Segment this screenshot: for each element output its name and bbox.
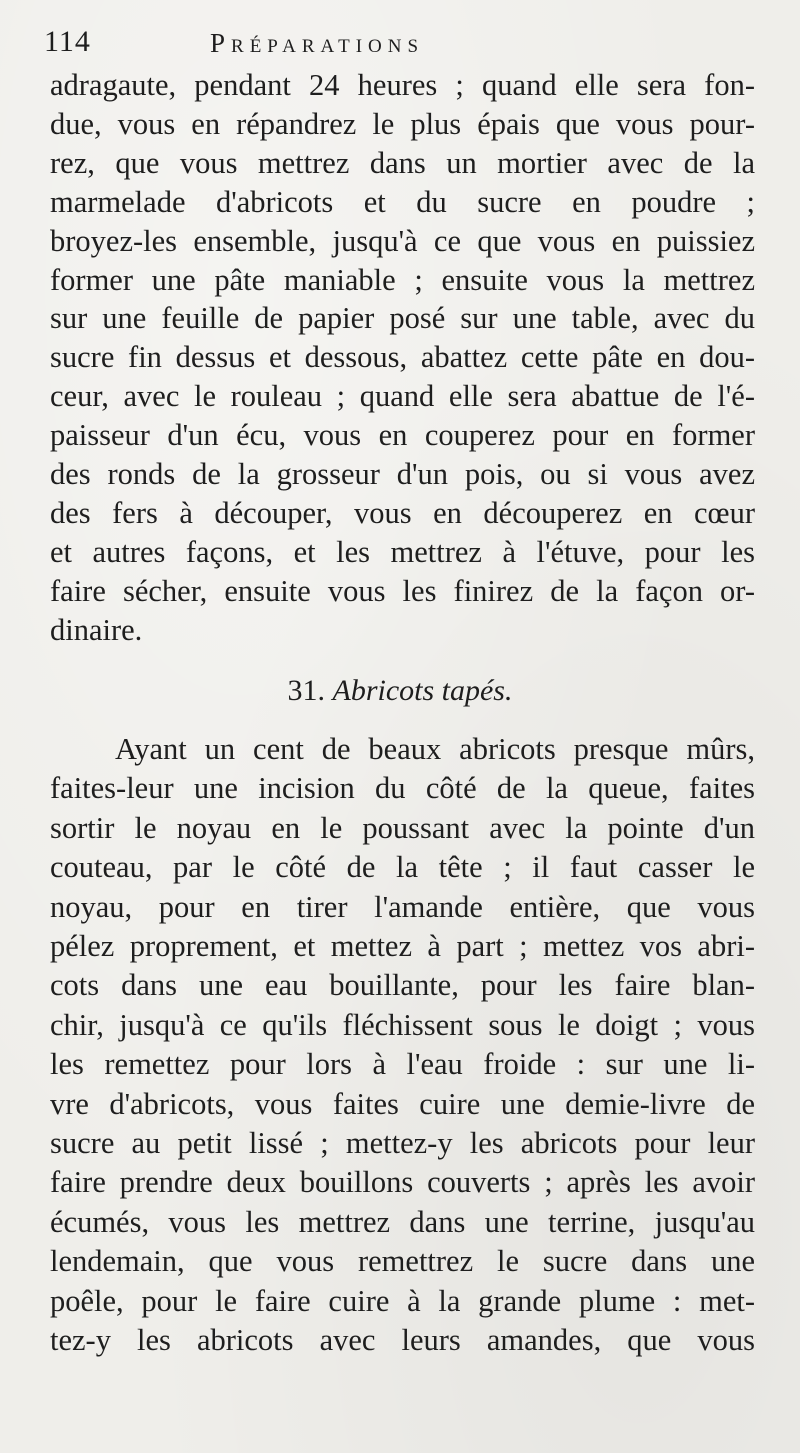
- text-line: sur une feuille de papier posé sur une table, avec du: [50, 301, 755, 336]
- section-heading: [0, 672, 800, 710]
- text-line: faites-leur une incision du côté de la queue, faites: [50, 771, 755, 806]
- text-line: chir, jusqu'à ce qu'ils fléchissent sous le doigt ; vous: [50, 1007, 755, 1042]
- text-line: lendemain, que vous remettrez le sucre dans une: [50, 1244, 755, 1279]
- text-line: des ronds de la grosseur d'un pois, ou si vous avez: [50, 457, 755, 492]
- section-title: Abricots tapés.: [332, 674, 513, 707]
- text-line: sortir le noyau en le poussant avec la pointe d'un: [50, 810, 755, 845]
- text-line: ceur, avec le rouleau ; quand elle sera abattue de l'é-: [50, 379, 755, 414]
- text-line: broyez-les ensemble, jusqu'à ce que vous en puissiez: [50, 223, 755, 258]
- text-line: faire prendre deux bouillons couverts ; après les avoir: [50, 1165, 755, 1200]
- text-line: sucre au petit lissé ; mettez-y les abricots pour leur: [50, 1126, 755, 1161]
- paragraph-continuation: [50, 66, 755, 650]
- text-line: cots dans une eau bouillante, pour les faire blan-: [50, 968, 755, 1003]
- running-head: Préparations: [210, 28, 425, 58]
- recipe-paragraph: [50, 730, 755, 1361]
- text-line: faire sécher, ensuite vous les finirez de la façon or-: [50, 573, 755, 608]
- text-line: des fers à découper, vous en découperez en cœur: [50, 495, 755, 530]
- section-number: 31.: [287, 674, 325, 707]
- text-line: couteau, par le côté de la tête ; il faut casser le: [50, 850, 755, 885]
- text-line: les remettez pour lors à l'eau froide : sur une li-: [50, 1047, 755, 1082]
- text-line: marmelade d'abricots et du sucre en poudre ;: [50, 184, 755, 219]
- page-number: 114: [44, 25, 91, 58]
- text-line: tez-y les abricots avec leurs amandes, que vous: [50, 1323, 755, 1358]
- text-line: poêle, pour le faire cuire à la grande plume : met-: [50, 1283, 755, 1318]
- text-line: paisseur d'un écu, vous en couperez pour en former: [50, 418, 755, 453]
- text-line: noyau, pour en tirer l'amande entière, que vous: [50, 889, 755, 924]
- text-line: vre d'abricots, vous faites cuire une demie-livre de: [50, 1086, 755, 1121]
- text-line: sucre fin dessus et dessous, abattez cette pâte en dou-: [50, 340, 755, 375]
- text-line: rez, que vous mettrez dans un mortier avec de la: [50, 145, 755, 180]
- text-line: dinaire.: [50, 612, 143, 647]
- text-line: adragaute, pendant 24 heures ; quand elle sera fon-: [50, 68, 755, 102]
- text-line: Ayant un cent de beaux abricots presque mûrs,: [115, 732, 755, 766]
- text-line: pélez proprement, et mettez à part ; mettez vos abri-: [50, 929, 755, 964]
- text-line: et autres façons, et les mettrez à l'étuve, pour les: [50, 534, 755, 569]
- text-line: due, vous en répandrez le plus épais que vous pour-: [50, 106, 755, 141]
- text-line: former une pâte maniable ; ensuite vous la mettrez: [50, 262, 755, 297]
- text-line: écumés, vous les mettrez dans une terrine, jusqu'au: [50, 1204, 755, 1239]
- page-header: [44, 22, 604, 62]
